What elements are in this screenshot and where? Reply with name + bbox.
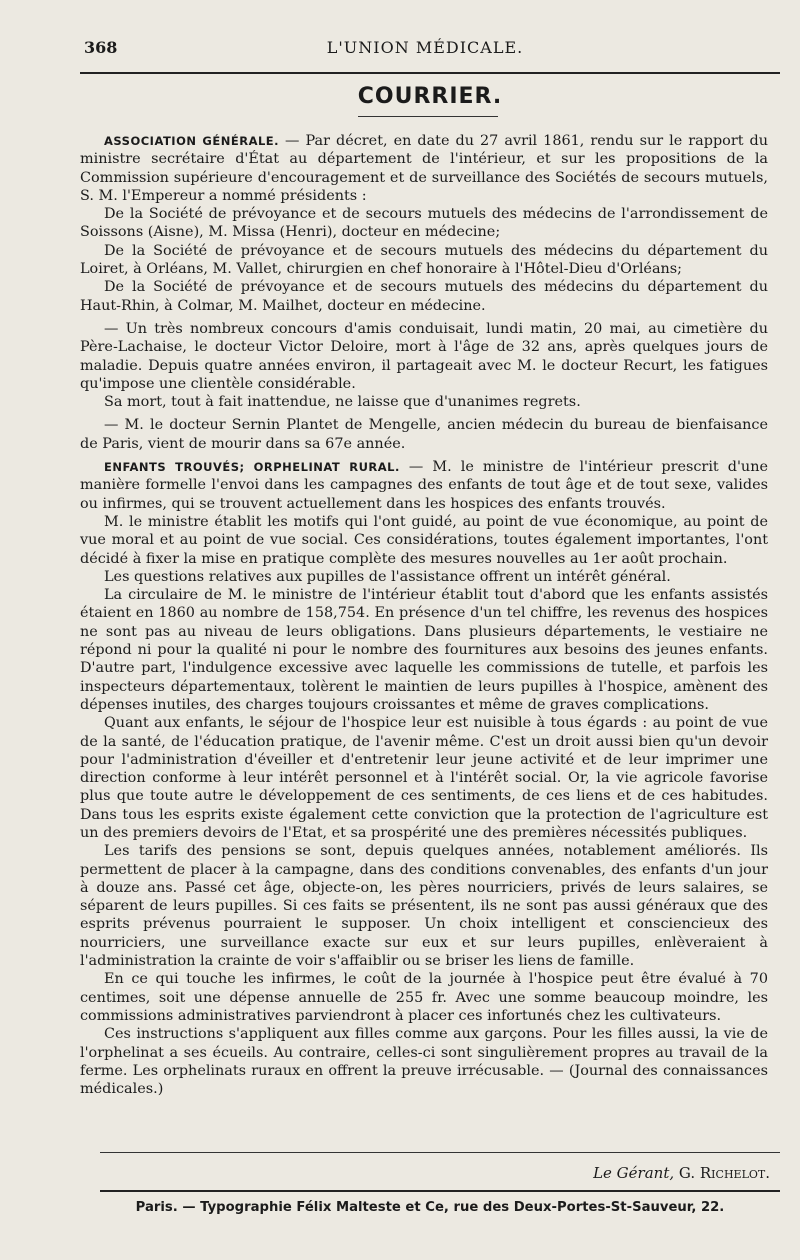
gerant-label: Le Gérant, [593,1164,675,1182]
paragraph [80,513,768,568]
paragraph-text: De la Société de prévoyance et de secours mutuels des médecins du département du Loiret, à Orléans, M. Vallet, chirurgien en chef honoraire à l'Hôtel-Dieu d'Orléans; [80,242,768,278]
paragraph-text: Les tarifs des pensions se sont, depuis quelques années, notablement améliorés. Ils permettent de placer à la campagne, dans des conditions convenables, des enfants d'un jour à douze ans. Passé cet âge, objecte-on, les pères nourriciers, privés de leurs salaires, se séparent de leurs pupilles. Si ces faits se présentent, ils ne sont pas aussi généraux que des esprits prévenus pourraient le supposer. Un choix intelligent et consciencieux des nourriciers, une surveillance exacte sur eux et sur leurs pupilles, enlèveraient à l'administration la crainte de voir s'affaiblir ou se briser les liens de famille. [80,843,768,970]
page-number: 368 [84,38,118,57]
paragraph-text: Ces instructions s'appliquent aux filles comme aux garçons. Pour les filles aussi, la vie de l'orphelinat a ses écueils. Au contraire, celles-ci sont singulièrement propres au travail de la ferme. Les orphelinats ruraux en offrent la preuve irrécusable. — (Journal des connaissances médicales.) [80,1026,768,1098]
paragraph [80,132,768,205]
paragraph [80,242,768,279]
paragraph-text: M. le ministre établit les motifs qui l'ont guidé, au point de vue économique, au point de vue moral et au point de vue social. Ces considérations, toutes également importantes, l'ont décidé à fixer la mise en pratique complète des mesures nouvelles au 1er août prochain. [80,513,768,567]
paragraph-text: De la Société de prévoyance et de secours mutuels des médecins du département du Haut-Rhin, à Colmar, M. Mailhet, docteur en médecine. [80,279,768,314]
paragraph [80,278,768,315]
paragraph-lead: ASSOCIATION GÉNÉRALE. [104,134,280,148]
gerant-name: G. Richelot. [678,1164,770,1182]
paragraph-text: Les questions relatives aux pupilles de l'assistance offrent un intérêt général. [104,568,671,585]
running-header [80,38,770,64]
article-body [80,132,768,1098]
paragraph-text: Quant aux enfants, le séjour de l'hospice leur est nuisible à tous égards : au point de vue de la santé, de l'éducation pratique, de l'avenir même. C'est un droit aussi bien qu'un devoir pour l'administration d'éveiller et d'entretenir leur jeune activité et de leur imprimer une direction conforme à leur intérêt personnel et à l'intérêt social. Or, la vie agricole favorise plus que toute autre le développement de ces sentiments, de ces liens et de ces habitudes. Dans tous les esprits existe également cette conviction que la protection de l'agriculture est un des premiers devoirs de l'Etat, et sa prospérité une des premières nécessités publiques. [80,715,768,841]
printer-rule [100,1190,780,1192]
paragraph [80,416,768,453]
section-title: COURRIER. [357,84,503,109]
paragraph-text: — Par décret, en date du 27 avril 1861, rendu sur le rapport du ministre secrétaire d'État au département de l'intérieur, et sur les propositions de la Commission supérieure d'encouragement et de surveillance des Sociétés de secours mutuels, S. M. l'Empereur a nommé présidents : [80,133,769,204]
journal-title: L'UNION MÉDICALE. [326,38,524,57]
paragraph-text: — Un très nombreux concours d'amis conduisait, lundi matin, 20 mai, au cimetière du Père-Lachaise, le docteur Victor Deloire, mort à l'âge de 32 ans, après quelques jours de maladie. Depuis quatre années environ, il partageait avec M. le docteur Recurt, les fatigues qu'impose une clientèle considérable. [80,320,768,392]
document-page [80,38,770,1238]
paragraph [80,714,768,842]
paragraph-text: En ce qui touche les infirmes, le coût de la journée à l'hospice peut être évalué à 70 centimes, soit une dépense annuelle de 255 fr. Avec une somme beaucoup moindre, les commissions administratives parviendront à placer ces infortunés chez les cultivateurs. [80,971,768,1024]
paragraph [80,842,768,970]
paragraph-lead: ENFANTS TROUVÉS; ORPHELINAT RURAL. [104,460,400,475]
paragraph-text: — M. le docteur Sernin Plantet de Mengelle, ancien médecin du bureau de bienfaisance de Paris, vient de mourir dans sa 67e année. [80,417,768,452]
paragraph-text: Sa mort, tout à fait inattendue, ne laisse que d'unanimes regrets. [104,394,581,411]
footer-rule [100,1152,780,1153]
paragraph-text: — M. le ministre de l'intérieur prescrit d'une manière formelle l'envoi dans les campagnes des enfants de tout âge et de tout sexe, valides ou infirmes, qui se trouvent actuellement dans les hospices des enfants trouvés. [80,459,768,512]
paragraph-text: De la Société de prévoyance et de secours mutuels des médecins de l'arrondissement de Soissons (Aisne), M. Missa (Henri), docteur en médecine; [80,206,768,241]
paragraph [80,568,768,586]
title-rule [358,116,498,117]
paragraph-text: La circulaire de M. le ministre de l'intérieur établit tout d'abord que les enfants assistés étaient en 1860 au nombre de 158,754. En présence d'un tel chiffre, les revenus des hospices ne sont pas au niveau de leurs obligations. Dans plusieurs départements, le vestiaire ne répond ni pour la qualité ni pour le nombre des fournitures aux besoins des jeunes enfants. D'autre part, l'indulgence excessive avec laquelle les commissions de tutelle, et parfois les inspecteurs départementaux, tolèrent le maintien de leurs pupilles à l'hospice, amènent des dépenses inutiles, des charges toujours croissantes et même de graves complications. [80,587,768,713]
paragraph [80,1025,768,1098]
gerant-signature [593,1164,770,1182]
paragraph [80,393,768,411]
paragraph [80,970,768,1025]
paragraph [80,458,768,513]
paragraph [80,320,768,393]
paragraph [80,586,768,714]
header-rule [80,72,780,74]
paragraph [80,205,768,242]
printer-line: Paris. — Typographie Félix Malteste et Ce, rue des Deux-Portes-St-Sauveur, 22. [135,1200,725,1215]
